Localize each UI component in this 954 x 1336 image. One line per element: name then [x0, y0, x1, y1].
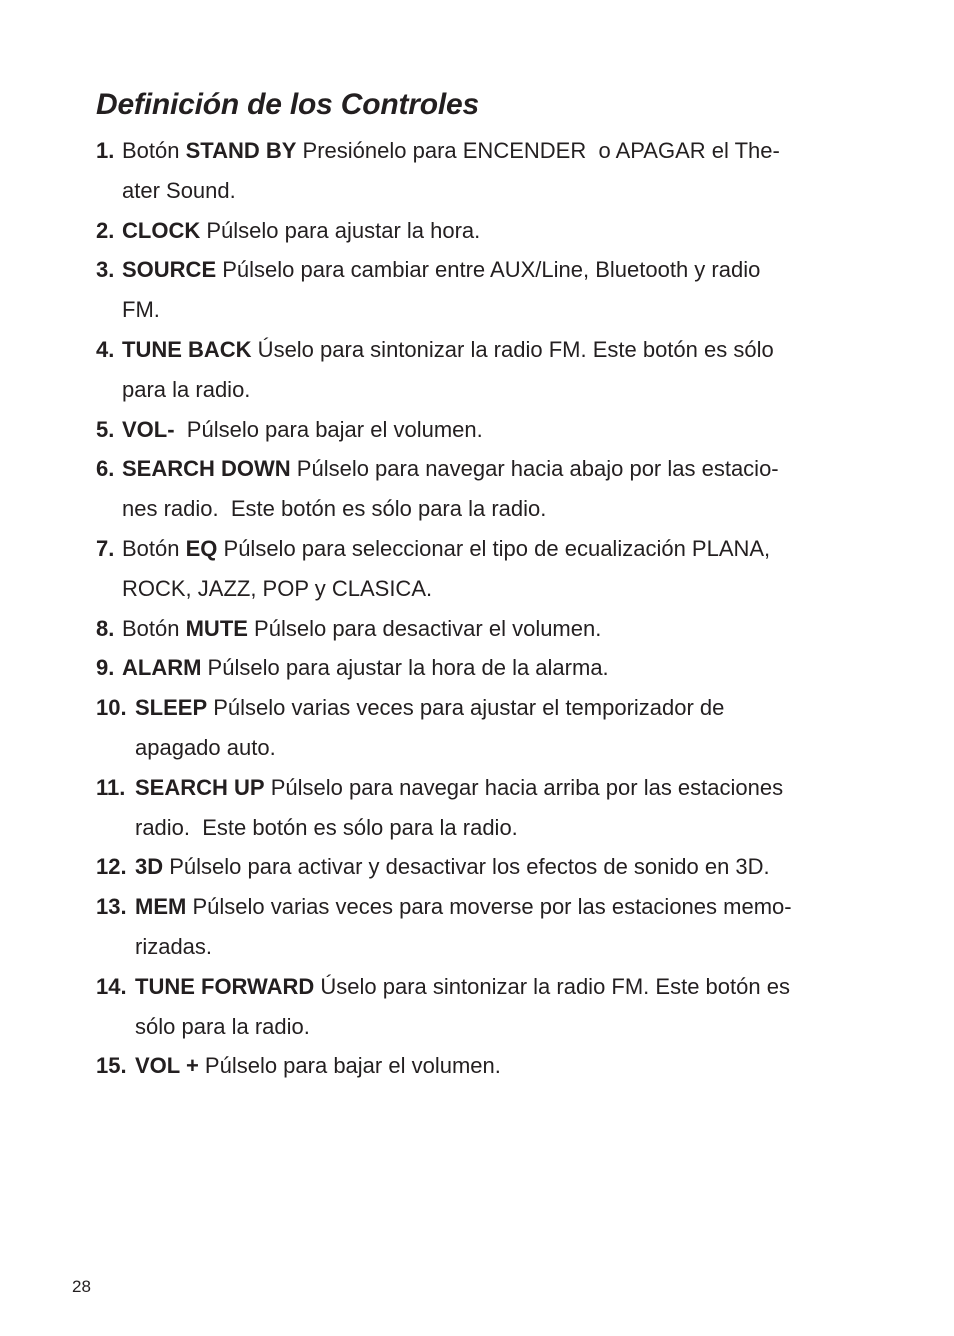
list-item	[96, 688, 856, 768]
item-number: 14.	[96, 973, 127, 999]
item-text: apagado auto.	[135, 734, 276, 760]
item-number: 13.	[96, 894, 127, 920]
item-prefix: Botón	[122, 535, 186, 561]
item-text: para la radio.	[122, 376, 251, 402]
item-line	[122, 609, 856, 649]
item-text: Presiónelo para ENCENDER o APAGAR el The-	[296, 138, 780, 163]
item-line	[122, 250, 856, 290]
item-text: Úselo para sintonizar la radio FM. Este botón es sólo	[251, 336, 774, 362]
item-line	[135, 887, 856, 927]
list-item	[96, 330, 856, 410]
item-text: Púlselo para bajar el volumen.	[174, 416, 483, 442]
item-text: ROCK, JAZZ, POP y CLASICA.	[122, 575, 433, 601]
item-number: 11.	[96, 774, 126, 800]
item-text: Púlselo para seleccionar el tipo de ecualización PLANA,	[217, 535, 771, 561]
list-item	[96, 131, 856, 211]
item-line	[122, 330, 856, 370]
item-description	[135, 847, 856, 887]
item-number: 15.	[96, 1053, 127, 1079]
item-line	[135, 847, 856, 887]
list-item	[96, 1046, 856, 1086]
item-description	[122, 609, 856, 649]
item-number: 6.	[96, 456, 115, 482]
item-text: Púlselo varias veces para moverse por las estaciones memo-	[186, 894, 792, 920]
item-text: sólo para la radio.	[135, 1013, 310, 1039]
item-text: Úselo para sintonizar la radio FM. Este botón es	[314, 973, 790, 999]
list-item	[96, 609, 856, 649]
item-line	[135, 1046, 856, 1086]
list-item	[96, 410, 856, 450]
control-name: TUNE FORWARD	[135, 973, 315, 999]
item-number: 2.	[96, 217, 115, 243]
list-item	[96, 768, 856, 848]
control-name: VOL-	[122, 416, 175, 442]
item-line	[135, 728, 856, 768]
list-item	[96, 847, 856, 887]
item-description	[122, 250, 856, 330]
list-item	[96, 648, 856, 688]
control-name: CLOCK	[122, 217, 201, 243]
item-text: radio. Este botón es sólo para la radio.	[135, 814, 518, 840]
item-line	[135, 927, 856, 967]
item-description	[122, 131, 856, 211]
item-description	[135, 768, 856, 848]
item-text: Púlselo varias veces para ajustar el temporizador de	[207, 695, 725, 721]
item-text: Púlselo para ajustar la hora.	[200, 217, 481, 243]
item-description	[135, 1046, 856, 1086]
item-number: 5.	[96, 416, 115, 442]
item-line	[122, 489, 856, 529]
control-name: SOURCE	[122, 257, 217, 283]
item-prefix: Botón	[122, 615, 186, 641]
item-line	[135, 808, 856, 848]
item-description	[122, 410, 856, 450]
item-line	[122, 131, 856, 171]
item-description	[135, 887, 856, 967]
item-text: Púlselo para navegar hacia abajo por las estacio-	[290, 456, 779, 482]
item-number: 8.	[96, 615, 115, 641]
item-description	[135, 688, 856, 768]
item-number: 1.	[96, 138, 115, 163]
item-line	[122, 290, 856, 330]
item-text: Púlselo para cambiar entre AUX/Line, Bluetooth y radio	[216, 257, 761, 283]
item-line	[135, 688, 856, 728]
item-number: 9.	[96, 655, 115, 681]
list-item	[96, 211, 856, 251]
item-description	[122, 211, 856, 251]
control-name: EQ	[185, 535, 218, 561]
item-text: FM.	[122, 297, 160, 323]
page-number: 28	[72, 1277, 91, 1296]
list-item	[96, 449, 856, 529]
item-text: Púlselo para desactivar el volumen.	[247, 615, 602, 641]
item-line	[122, 370, 856, 410]
item-line	[122, 171, 856, 211]
item-line	[122, 211, 856, 251]
list-item	[96, 887, 856, 967]
item-line	[122, 529, 856, 569]
list-item	[96, 967, 856, 1047]
control-name: SEARCH DOWN	[122, 456, 291, 482]
list-item	[96, 250, 856, 330]
control-name: SEARCH UP	[135, 774, 265, 800]
item-text: nes radio. Este botón es sólo para la radio.	[122, 496, 547, 522]
item-text: Púlselo para ajustar la hora de la alarma.	[201, 655, 609, 681]
page-title: Definición de los Controles	[96, 88, 479, 121]
control-name: SLEEP	[135, 695, 208, 721]
item-prefix: Botón	[122, 138, 186, 163]
item-line	[122, 410, 856, 450]
item-number: 12.	[96, 854, 127, 880]
control-name: TUNE BACK	[122, 336, 252, 362]
control-name: 3D	[135, 854, 164, 880]
control-name: ALARM	[122, 655, 202, 681]
item-line	[122, 648, 856, 688]
item-description	[122, 449, 856, 529]
item-line	[122, 449, 856, 489]
control-name: MEM	[135, 894, 187, 920]
item-text: Púlselo para navegar hacia arriba por las estaciones	[264, 774, 784, 800]
control-name: STAND BY	[185, 138, 297, 163]
item-description	[122, 529, 856, 609]
item-number: 3.	[96, 257, 115, 283]
list-item	[96, 529, 856, 609]
item-number: 7.	[96, 535, 115, 561]
item-line	[135, 768, 856, 808]
item-text: ater Sound.	[122, 177, 236, 203]
item-line	[135, 1007, 856, 1047]
controls-list	[96, 131, 856, 1086]
item-description	[122, 330, 856, 410]
item-number: 4.	[96, 336, 115, 362]
control-name: VOL +	[135, 1053, 199, 1079]
item-line	[135, 967, 856, 1007]
item-text: rizadas.	[135, 933, 213, 959]
control-name: MUTE	[185, 615, 248, 641]
item-text: Púlselo para bajar el volumen.	[198, 1053, 501, 1079]
item-line	[122, 569, 856, 609]
item-text: Púlselo para activar y desactivar los efectos de sonido en 3D.	[163, 854, 770, 880]
item-description	[122, 648, 856, 688]
item-description	[135, 967, 856, 1047]
item-number: 10.	[96, 695, 127, 721]
